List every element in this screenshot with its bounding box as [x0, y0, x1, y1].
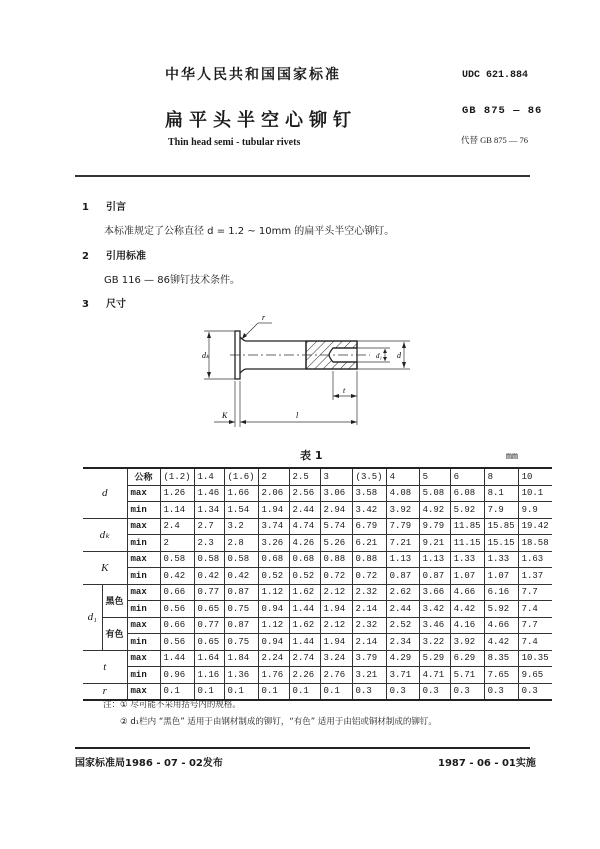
table-cell: 0.87 [224, 617, 258, 634]
table-cell: 0.75 [224, 601, 258, 618]
table-cell: 4.74 [289, 518, 320, 535]
limit-label: min [127, 667, 160, 684]
limit-label: min [127, 601, 160, 618]
table-cell: 7.7 [518, 584, 552, 601]
limit-label: min [127, 634, 160, 651]
table-cell: 4.92 [419, 502, 450, 519]
table-cell: 7.21 [386, 535, 419, 552]
table-cell: 0.42 [194, 568, 224, 585]
table-cell: 2.8 [224, 535, 258, 552]
table-cell: 2.14 [352, 601, 386, 618]
table-cell: 7.79 [386, 518, 419, 535]
table-cell: 2.94 [320, 502, 352, 519]
issue-date: 国家标准局1986 - 07 - 02发布 [75, 758, 223, 769]
table-cell: 6.08 [450, 485, 484, 502]
table-cell: 0.58 [160, 551, 194, 568]
table-cell: 2.34 [386, 634, 419, 651]
table-cell: 0.1 [320, 683, 352, 700]
table-cell: 3.66 [419, 584, 450, 601]
table-cell: 0.68 [258, 551, 289, 568]
table-cell: 1.13 [419, 551, 450, 568]
nominal-label: 公称 [127, 468, 160, 485]
replaces-standard: 代替 GB 875 — 76 [461, 135, 529, 145]
table-row [83, 535, 552, 552]
table-cell: 2.32 [352, 617, 386, 634]
table-cell: 1.62 [289, 617, 320, 634]
table-cell: 1.84 [224, 650, 258, 667]
table-cell: 1.44 [289, 634, 320, 651]
table-cell: 3.42 [419, 601, 450, 618]
table-cell: 0.77 [194, 584, 224, 601]
table-row [83, 650, 552, 667]
table-cell: 1.07 [484, 568, 518, 585]
table-cell: 3.42 [352, 502, 386, 519]
gb-number: GB 875 — 86 [462, 105, 543, 117]
table-cell: 3.92 [386, 502, 419, 519]
table-cell: 0.72 [320, 568, 352, 585]
table-cell: 18.58 [518, 535, 552, 552]
table-cell: 1.62 [289, 584, 320, 601]
table-cell: 5.08 [419, 485, 450, 502]
table-cell: 2.06 [258, 485, 289, 502]
table-row [83, 485, 552, 502]
table-cell: 3.06 [320, 485, 352, 502]
table-cell: 1.63 [518, 551, 552, 568]
table-cell: 2.3 [194, 535, 224, 552]
table-cell: 1.12 [258, 584, 289, 601]
table-cell: 0.65 [194, 601, 224, 618]
page-title-en: Thin head semi - tubular rivets [168, 137, 301, 148]
table-cell: 1.46 [194, 485, 224, 502]
table-cell: 2.44 [289, 502, 320, 519]
table-cell: 1.64 [194, 650, 224, 667]
nominal-size: 5 [419, 468, 450, 485]
nominal-size: (1.6) [224, 468, 258, 485]
table-cell: 1.44 [289, 601, 320, 618]
table-cell: 1.34 [194, 502, 224, 519]
table-cell: 4.16 [450, 617, 484, 634]
header-divider [75, 175, 530, 177]
table-cell: 2.74 [289, 650, 320, 667]
limit-label: min [127, 568, 160, 585]
limit-label: max [127, 617, 160, 634]
table-cell: 0.94 [258, 634, 289, 651]
nominal-size: 8 [484, 468, 518, 485]
table-cell: 0.58 [194, 551, 224, 568]
table-cell: 1.14 [160, 502, 194, 519]
table-cell: 0.56 [160, 634, 194, 651]
effective-date: 1987 - 06 - 01实施 [438, 758, 536, 769]
table-row [83, 634, 552, 651]
table-header-row [83, 468, 552, 485]
nominal-size: 6 [450, 468, 484, 485]
table-cell: 2.12 [320, 617, 352, 634]
table-cell: 3.2 [224, 518, 258, 535]
table-cell: 0.3 [419, 683, 450, 700]
table-cell: 3.24 [320, 650, 352, 667]
label-l: l [296, 411, 299, 420]
table-cell: 5.26 [320, 535, 352, 552]
table-cell: 15.85 [484, 518, 518, 535]
table-cell: 0.1 [160, 683, 194, 700]
table-cell: 6.79 [352, 518, 386, 535]
table-cell: 1.33 [450, 551, 484, 568]
table-cell: 2.7 [194, 518, 224, 535]
dimensions-table [83, 467, 552, 701]
table-cell: 2.56 [289, 485, 320, 502]
table-cell: 1.94 [320, 634, 352, 651]
table-cell: 7.4 [518, 634, 552, 651]
table-cell: 19.42 [518, 518, 552, 535]
label-r: r [262, 313, 266, 322]
rivet-drawing [200, 305, 420, 435]
table-cell: 0.52 [289, 568, 320, 585]
table-cell: 10.35 [518, 650, 552, 667]
table-cell: 1.12 [258, 617, 289, 634]
nominal-size: 2 [258, 468, 289, 485]
table-cell: 11.85 [450, 518, 484, 535]
table-row [83, 617, 552, 634]
limit-label: max [127, 650, 160, 667]
table-cell: 1.76 [258, 667, 289, 684]
table-cell: 6.16 [484, 584, 518, 601]
limit-label: max [127, 584, 160, 601]
table-cell: 9.79 [419, 518, 450, 535]
table-cell: 1.37 [518, 568, 552, 585]
table-cell: 3.79 [352, 650, 386, 667]
table-cell: 4.42 [450, 601, 484, 618]
nominal-size: 1.4 [194, 468, 224, 485]
table-cell: 7.65 [484, 667, 518, 684]
table-cell: 3.92 [450, 634, 484, 651]
nominal-size: (1.2) [160, 468, 194, 485]
table-cell: 0.3 [352, 683, 386, 700]
table-cell: 0.1 [258, 683, 289, 700]
table-row [83, 601, 552, 618]
table-cell: 2.32 [352, 584, 386, 601]
table-cell: 2.4 [160, 518, 194, 535]
table-cell: 1.66 [224, 485, 258, 502]
table-cell: 11.15 [450, 535, 484, 552]
param-K: K [83, 551, 127, 584]
param-t: t [83, 650, 127, 683]
page-title: 扁平头半空心铆钉 [165, 110, 357, 131]
nominal-size: 4 [386, 468, 419, 485]
param-d: d [83, 468, 127, 518]
table-cell: 0.42 [160, 568, 194, 585]
limit-label: min [127, 535, 160, 552]
table-cell: 0.1 [194, 683, 224, 700]
param-d1: d₁ [83, 584, 102, 650]
limit-label: min [127, 502, 160, 519]
table-cell: 0.3 [450, 683, 484, 700]
limit-label: max [127, 551, 160, 568]
table-cell: 0.3 [484, 683, 518, 700]
table-cell: 0.66 [160, 584, 194, 601]
table-cell: 8.1 [484, 485, 518, 502]
section-2-body: GB 116 — 86铆钉技术条件。 [104, 275, 240, 286]
table-cell: 2.24 [258, 650, 289, 667]
table-cell: 0.56 [160, 601, 194, 618]
table-cell: 0.77 [194, 617, 224, 634]
table-cell: 2.14 [352, 634, 386, 651]
table-cell: 4.26 [289, 535, 320, 552]
table-cell: 3.26 [258, 535, 289, 552]
limit-label: max [127, 683, 160, 700]
label-t: t [343, 386, 346, 395]
table-row [83, 584, 552, 601]
table-cell: 1.13 [386, 551, 419, 568]
table-cell: 2.12 [320, 584, 352, 601]
table-cell: 2.76 [320, 667, 352, 684]
param-r: r [83, 683, 127, 700]
table-cell: 5.29 [419, 650, 450, 667]
table-cell: 1.54 [224, 502, 258, 519]
table-caption: 表 1 [300, 449, 323, 462]
table-cell: 3.58 [352, 485, 386, 502]
table-cell: 1.26 [160, 485, 194, 502]
section-1-heading: 1 引言 [82, 202, 126, 213]
label-dk: dₖ [202, 351, 210, 360]
table-cell: 3.21 [352, 667, 386, 684]
table-cell: 1.36 [224, 667, 258, 684]
table-cell: 5.74 [320, 518, 352, 535]
table-cell: 6.29 [450, 650, 484, 667]
table-cell: 9.65 [518, 667, 552, 684]
nominal-size: 10 [518, 468, 552, 485]
table-cell: 2.62 [386, 584, 419, 601]
table-cell: 0.42 [224, 568, 258, 585]
table-cell: 4.66 [450, 584, 484, 601]
table-cell: 0.58 [224, 551, 258, 568]
material-group: 黑色 [102, 584, 127, 617]
table-cell: 0.1 [289, 683, 320, 700]
table-cell: 3.22 [419, 634, 450, 651]
table-cell: 0.87 [224, 584, 258, 601]
table-cell: 5.92 [450, 502, 484, 519]
udc-code: UDC 621.884 [462, 70, 529, 81]
nominal-size: 3 [320, 468, 352, 485]
table-cell: 0.75 [224, 634, 258, 651]
table-row [83, 502, 552, 519]
table-cell: 7.7 [518, 617, 552, 634]
table-cell: 15.15 [484, 535, 518, 552]
table-cell: 5.92 [484, 601, 518, 618]
limit-label: max [127, 518, 160, 535]
limit-label: max [127, 485, 160, 502]
section-3-heading: 3 尺寸 [82, 299, 126, 310]
table-cell: 5.71 [450, 667, 484, 684]
table-cell: 1.16 [194, 667, 224, 684]
material-group: 有色 [102, 617, 127, 650]
table-cell: 1.44 [160, 650, 194, 667]
table-cell: 0.68 [289, 551, 320, 568]
table-cell: 9.21 [419, 535, 450, 552]
table-cell: 0.72 [352, 568, 386, 585]
table-cell: 0.65 [194, 634, 224, 651]
table-cell: 0.1 [224, 683, 258, 700]
table-cell: 0.87 [419, 568, 450, 585]
table-cell: 0.88 [320, 551, 352, 568]
table-cell: 4.71 [419, 667, 450, 684]
label-d1: d₁ [376, 352, 382, 360]
section-2-heading: 2 引用标准 [82, 251, 146, 262]
table-cell: 3.71 [386, 667, 419, 684]
table-cell: 4.08 [386, 485, 419, 502]
label-K: K [222, 411, 228, 420]
table-cell: 3.46 [419, 617, 450, 634]
table-cell: 3.74 [258, 518, 289, 535]
table-cell: 2 [160, 535, 194, 552]
table-cell: 1.33 [484, 551, 518, 568]
table-cell: 8.35 [484, 650, 518, 667]
table-row [83, 568, 552, 585]
table-cell: 4.42 [484, 634, 518, 651]
table-cell: 7.4 [518, 601, 552, 618]
table-cell: 7.9 [484, 502, 518, 519]
table-cell: 2.52 [386, 617, 419, 634]
table-cell: 1.94 [320, 601, 352, 618]
table-cell: 6.21 [352, 535, 386, 552]
nominal-size: (3.5) [352, 468, 386, 485]
table-cell: 0.66 [160, 617, 194, 634]
table-cell: 0.3 [518, 683, 552, 700]
param-dk: dₖ [83, 518, 127, 551]
table-cell: 4.29 [386, 650, 419, 667]
table-cell: 0.52 [258, 568, 289, 585]
note-1: 注：① 尽可能不采用括号内的规格。 [103, 700, 241, 710]
table-row [83, 667, 552, 684]
table-cell: 0.96 [160, 667, 194, 684]
footer-divider [75, 747, 530, 749]
label-d: d [397, 351, 401, 360]
section-1-body: 本标准规定了公称直径 d = 1.2 ~ 10mm 的扁平头半空心铆钉。 [104, 226, 395, 237]
table-cell: 2.44 [386, 601, 419, 618]
table-row [83, 551, 552, 568]
note-2: ② d₁栏内 “黑色” 适用于由钢材制成的铆钉，“有色” 适用于由铝或铜材制成的铆钉。 [120, 717, 437, 727]
table-cell: 4.66 [484, 617, 518, 634]
table-row [83, 518, 552, 535]
table-cell: 0.87 [386, 568, 419, 585]
table-cell: 9.9 [518, 502, 552, 519]
table-cell: 1.94 [258, 502, 289, 519]
standard-body: 中华人民共和国国家标准 [165, 67, 341, 83]
table-cell: 2.26 [289, 667, 320, 684]
table-unit: mm [506, 452, 519, 463]
table-cell: 1.07 [450, 568, 484, 585]
table-cell: 10.1 [518, 485, 552, 502]
table-cell: 0.88 [352, 551, 386, 568]
table-cell: 0.3 [386, 683, 419, 700]
table-cell: 0.94 [258, 601, 289, 618]
nominal-size: 2.5 [289, 468, 320, 485]
